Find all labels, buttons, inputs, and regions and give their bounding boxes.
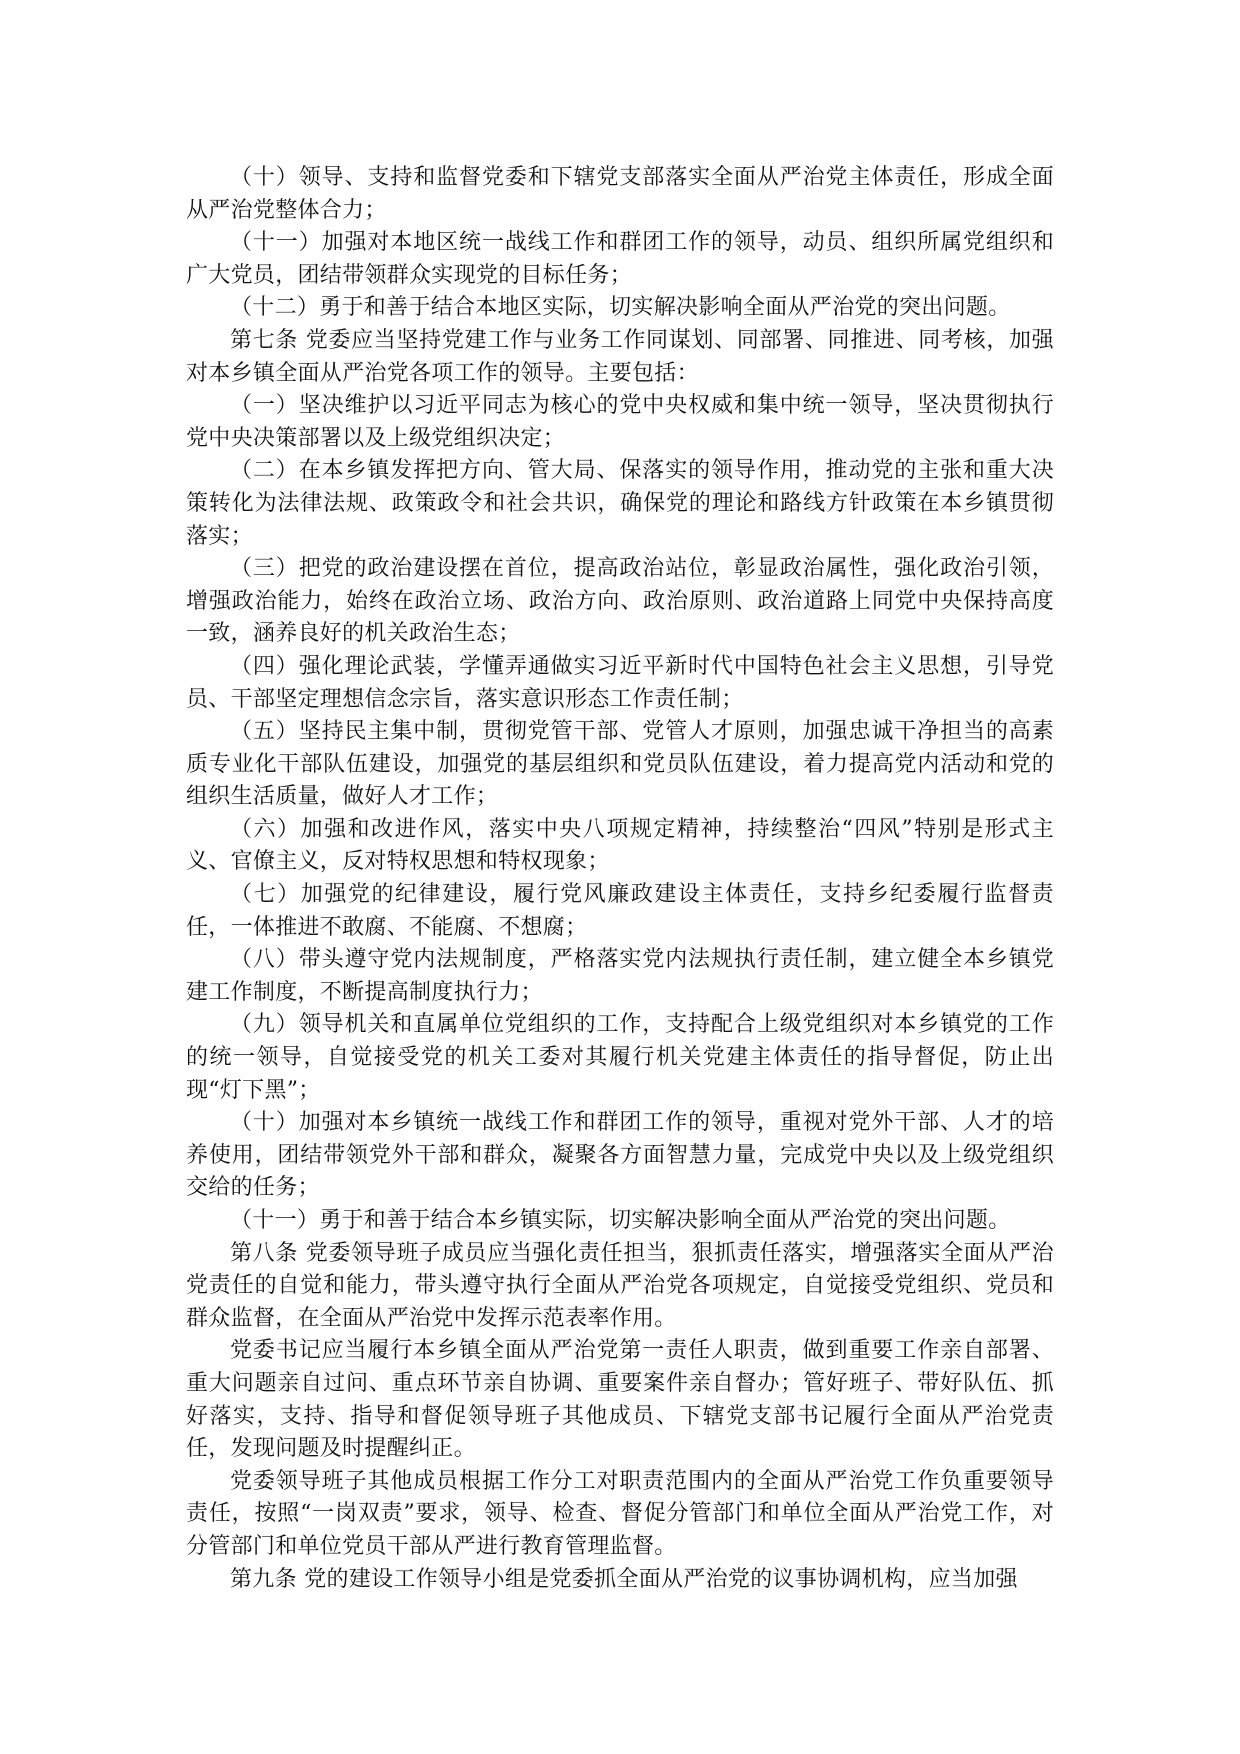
article-7: 第七条 党委应当坚持党建工作与业务工作同谋划、同部署、同推进、同考核，加强对本乡镇全面从严治党各项工作的领导。主要包括：: [186, 327, 1054, 386]
article-7-item-2: （二）在本乡镇发挥把方向、管大局、保落实的领导作用，推动党的主张和重大决策转化为法律法规、政策政令和社会共识，确保党的理论和路线方针政策在本乡镇贯彻落实；: [186, 458, 1054, 549]
article-7-item-11: （十一）勇于和善于结合本乡镇实际，切实解决影响全面从严治党的突出问题。: [230, 1208, 1011, 1233]
article-8: 第八条 党委领导班子成员应当强化责任担当，狠抓责任落实，增强落实全面从严治党责任的自觉和能力，带头遵守执行全面从严治党各项规定，自觉接受党组织、党员和群众监督，在全面从严治党中发挥示范表率作用。: [186, 1240, 1054, 1331]
article-7-item-5: （五）坚持民主集中制，贯彻党管干部、党管人才原则，加强忠诚干净担当的高素质专业化干部队伍建设，加强党的基层组织和党员队伍建设，着力提高党内活动和党的组织生活质量，做好人才工作；: [186, 719, 1054, 810]
article-7-item-4: （四）强化理论武装，学懂弄通做实习近平新时代中国特色社会主义思想，引导党员、干部坚定理想信念宗旨，落实意识形态工作责任制；: [186, 653, 1054, 712]
paragraph-item-12: （十二）勇于和善于结合本地区实际，切实解决影响全面从严治党的突出问题。: [230, 295, 1011, 321]
article-7-item-1: （一）坚决维护以习近平同志为核心的党中央权威和集中统一领导，坚决贯彻执行党中央决策部署以及上级党组织决定；: [186, 393, 1054, 451]
paragraph-item-10: （十）领导、支持和监督党委和下辖党支部落实全面从严治党主体责任，形成全面从严治党整体合力；: [186, 165, 1054, 223]
article-8-secretary-paragraph: 党委书记应当履行本乡镇全面从严治党第一责任人职责，做到重要工作亲自部署、重大问题亲自过问、重点环节亲自协调、重要案件亲自督办；管好班子、带好队伍、抓好落实，支持、指导和督促领导班子其他成员、下辖党支部书记履行全面从严治党责任，发现问题及时提醒纠正。: [186, 1338, 1054, 1462]
document-body: [186, 162, 1054, 1596]
article-7-item-7: （七）加强党的纪律建设，履行党风廉政建设主体责任，支持乡纪委履行监督责任，一体推进不敢腐、不能腐、不想腐；: [186, 882, 1054, 940]
article-7-item-9: （九）领导机关和直属单位党组织的工作，支持配合上级党组织对本乡镇党的工作的统一领导，自觉接受党的机关工委对其履行机关党建主体责任的指导督促，防止出现“灯下黑”；: [186, 1012, 1054, 1103]
paragraph-item-11: （十一）加强对本地区统一战线工作和群团工作的领导，动员、组织所属党组织和广大党员，团结带领群众实现党的目标任务；: [186, 230, 1054, 288]
article-7-item-3: （三）把党的政治建设摆在首位，提高政治站位，彰显政治属性，强化政治引领，增强政治能力，始终在政治立场、政治方向、政治原则、政治道路上同党中央保持高度一致，涵养良好的机关政治生态；: [186, 556, 1054, 647]
article-7-item-10: （十）加强对本乡镇统一战线工作和群团工作的领导，重视对党外干部、人才的培养使用，团结带领党外干部和群众，凝聚各方面智慧力量，完成党中央以及上级党组织交给的任务；: [186, 1110, 1054, 1201]
article-7-item-6: （六）加强和改进作风，落实中央八项规定精神，持续整治“四风”特别是形式主义、官僚主义，反对特权思想和特权现象；: [186, 816, 1054, 875]
article-8-members-paragraph: 党委领导班子其他成员根据工作分工对职责范围内的全面从严治党工作负重要领导责任，按照“一岗双责”要求，领导、检查、督促分管部门和单位全面从严治党工作，对分管部门和单位党员干部从严进行教育管理监督。: [186, 1468, 1054, 1559]
article-7-item-8: （八）带头遵守党内法规制度，严格落实党内法规执行责任制，建立健全本乡镇党建工作制度，不断提高制度执行力；: [186, 947, 1054, 1005]
article-9: 第九条 党的建设工作领导小组是党委抓全面从严治党的议事协调机构，应当加强: [230, 1566, 1018, 1592]
